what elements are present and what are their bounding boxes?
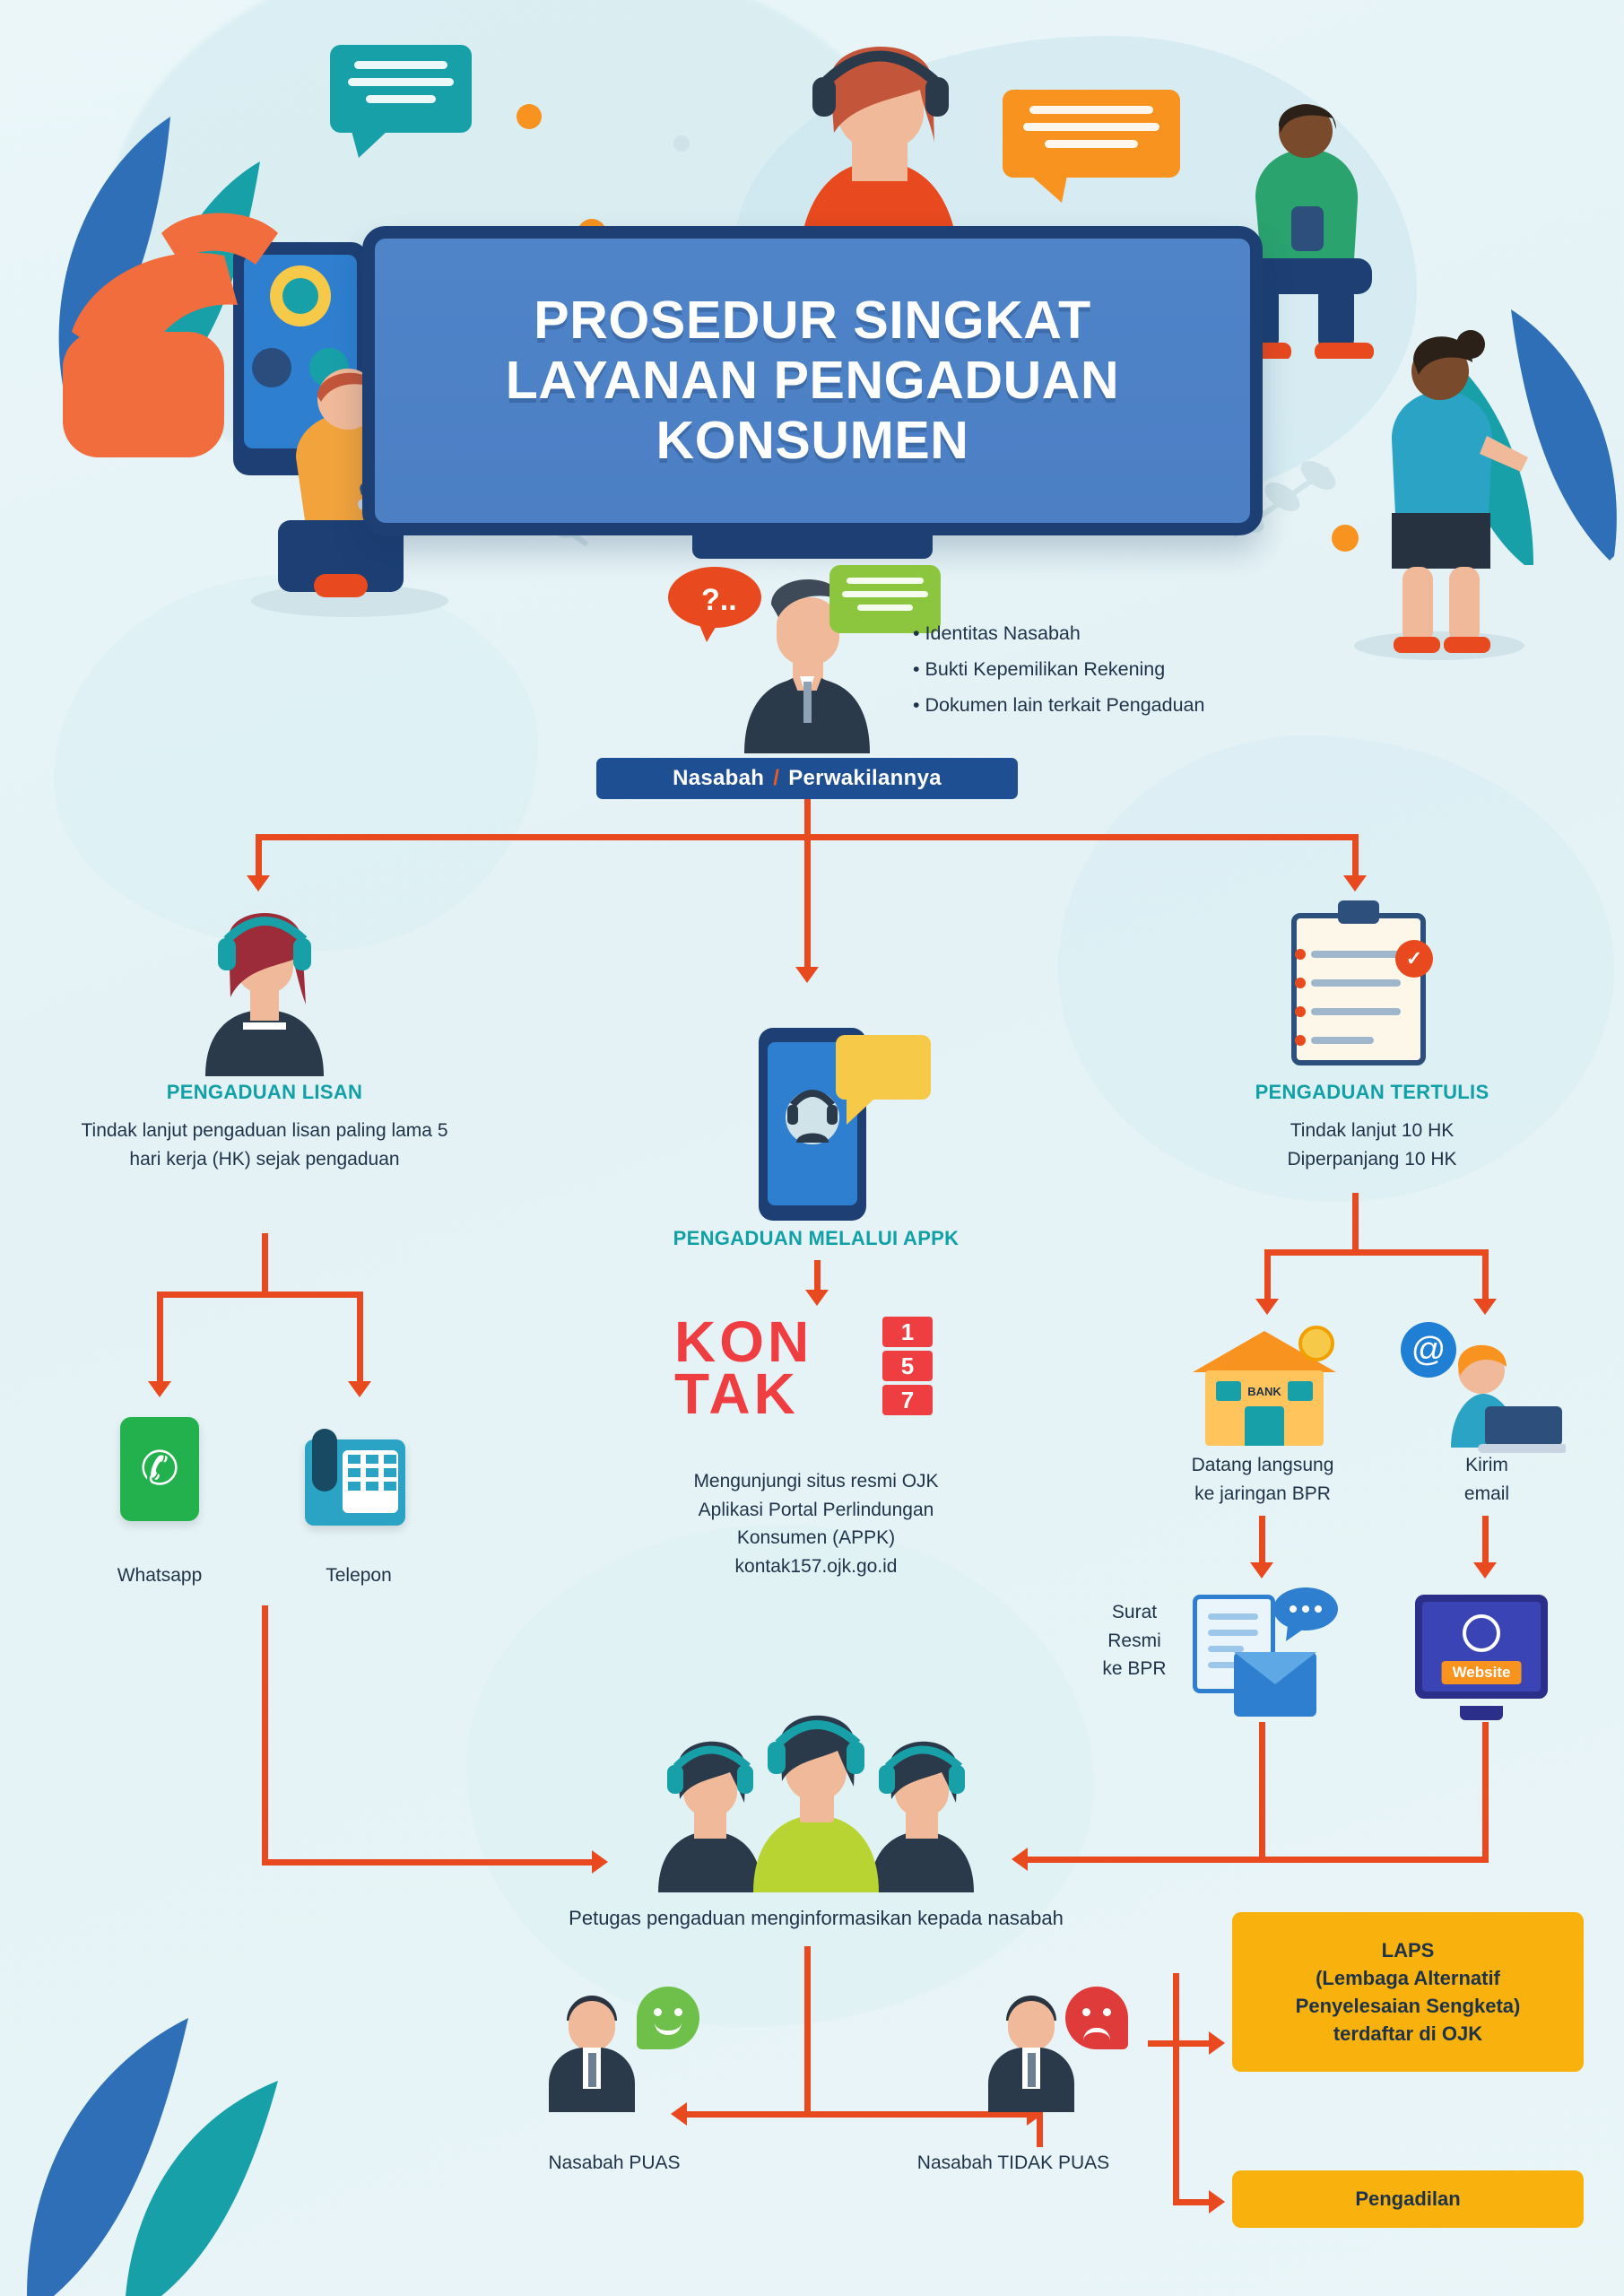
written-complaint-icon bbox=[1291, 913, 1426, 1065]
kontak157-logo bbox=[674, 1309, 979, 1426]
leaf-decoration bbox=[18, 2000, 287, 2296]
telephone-icon bbox=[305, 1439, 405, 1526]
chat-bubble-tail-icon bbox=[352, 131, 387, 158]
kontak-logo-word-1: KON bbox=[674, 1309, 813, 1374]
tertulis-option-2-label bbox=[1397, 1451, 1576, 1508]
person-with-laptop-icon bbox=[1431, 1340, 1566, 1457]
connector bbox=[1259, 1722, 1265, 1861]
monitor-stand-small bbox=[1460, 1706, 1503, 1720]
branch-tertulis-heading: PENGADUAN TERTULIS bbox=[1255, 1081, 1489, 1103]
pengadilan-label: Pengadilan bbox=[1355, 2187, 1461, 2211]
connector bbox=[1482, 1722, 1489, 1861]
option-label-line: email bbox=[1463, 1483, 1510, 1504]
complaint-officers-illustration bbox=[628, 1704, 1004, 1892]
actor-right-label: Perwakilannya bbox=[788, 766, 942, 790]
arrow-head bbox=[795, 967, 819, 983]
call-center-agent-icon bbox=[184, 897, 345, 1076]
arrow-head bbox=[1255, 1299, 1279, 1315]
arrow-head bbox=[348, 1381, 371, 1397]
connector bbox=[256, 834, 262, 877]
branch-tertulis-body bbox=[1184, 1117, 1560, 1173]
connector bbox=[262, 1859, 595, 1866]
option-label-line: Datang langsung bbox=[1191, 1455, 1334, 1475]
connector bbox=[1264, 1249, 1489, 1256]
outcome-puas-label: Nasabah PUAS bbox=[548, 2152, 681, 2173]
chat-dots-icon bbox=[1272, 1586, 1340, 1641]
arrow-head bbox=[1209, 2031, 1225, 2055]
arrow-head bbox=[671, 2102, 687, 2126]
outcome-tidak-puas-label: Nasabah TIDAK PUAS bbox=[916, 2152, 1110, 2173]
sub-option-label-line: ke BPR bbox=[1102, 1658, 1167, 1679]
chat-bubble-tail-icon bbox=[1031, 176, 1067, 203]
connector bbox=[262, 1605, 268, 1866]
arrow-head bbox=[1343, 875, 1367, 891]
happy-face-icon bbox=[637, 1987, 699, 2049]
actor-left-label: Nasabah bbox=[673, 766, 765, 790]
monitor-stand bbox=[692, 535, 933, 559]
laps-line: (Lembaga Alternatif bbox=[1316, 1966, 1500, 1989]
mobile-app-illustration bbox=[750, 1019, 875, 1230]
arrow-head bbox=[1250, 1562, 1273, 1578]
connector bbox=[1352, 834, 1359, 877]
connector bbox=[804, 799, 811, 837]
coin-icon bbox=[1298, 1326, 1334, 1361]
actor-separator: / bbox=[773, 766, 780, 790]
page-title-line-3: KONSUMEN bbox=[656, 411, 969, 471]
background-blob bbox=[54, 574, 538, 951]
page-title-card bbox=[362, 226, 1263, 535]
standing-person-illustration bbox=[1336, 323, 1542, 664]
page-title-line-2: LAYANAN PENGADUAN bbox=[505, 350, 1120, 410]
branch-lisan-heading: PENGADUAN LISAN bbox=[166, 1081, 363, 1103]
connector bbox=[1352, 1193, 1359, 1254]
bank-icon: BANK bbox=[1193, 1331, 1336, 1446]
connector bbox=[682, 2111, 1040, 2118]
laps-line: terdaftar di OJK bbox=[1333, 2022, 1483, 2046]
chat-bubble-icon bbox=[1003, 90, 1180, 178]
connector bbox=[814, 1260, 821, 1292]
branch-appk-body-line: Mengunjungi situs resmi OJK bbox=[693, 1471, 939, 1492]
requirement-list bbox=[913, 616, 1334, 724]
arrow-head bbox=[1473, 1562, 1497, 1578]
email-at-icon: @ bbox=[1401, 1322, 1456, 1378]
kontak-logo-word-2: TAK bbox=[674, 1361, 799, 1426]
requirement-item: • Bukti Kepemilikan Rekening bbox=[913, 652, 1334, 688]
kontak-digit: 5 bbox=[882, 1351, 933, 1381]
branch-appk-body-line: Konsumen (APPK) bbox=[736, 1527, 896, 1548]
requirement-item: • Identitas Nasabah bbox=[913, 616, 1334, 652]
branch-appk-body-line: Aplikasi Portal Perlindungan bbox=[698, 1499, 934, 1520]
website-monitor-icon bbox=[1415, 1595, 1548, 1699]
website-label: Website bbox=[1442, 1661, 1522, 1684]
branch-appk-body-line: kontak157.ojk.go.id bbox=[734, 1555, 898, 1577]
branch-tertulis-body-line: Tindak lanjut 10 HK bbox=[1290, 1120, 1455, 1141]
escalation-laps-box bbox=[1232, 1912, 1584, 2072]
sub-option-label-line: Surat bbox=[1111, 1602, 1158, 1622]
branch-lisan-body: Tindak lanjut pengaduan lisan paling lama 5 hari kerja (HK) sejak pengaduan bbox=[81, 1120, 448, 1170]
question-bubble-icon bbox=[665, 565, 764, 642]
laps-line: LAPS bbox=[1381, 1938, 1435, 1961]
tertulis-sub-option-1-label bbox=[1076, 1598, 1193, 1683]
escalation-pengadilan-box bbox=[1232, 2170, 1584, 2228]
arrow-head bbox=[1012, 1848, 1028, 1871]
arrow-head bbox=[592, 1850, 608, 1874]
actor-badge bbox=[596, 758, 1018, 799]
whatsapp-icon: ✆ bbox=[120, 1417, 199, 1521]
chat-bubble-icon bbox=[330, 45, 472, 133]
telepon-label: Telepon bbox=[326, 1565, 392, 1586]
connector bbox=[357, 1292, 363, 1383]
letter-icon bbox=[1234, 1652, 1316, 1717]
kontak-digit: 7 bbox=[882, 1385, 933, 1415]
option-label-line: ke jaringan BPR bbox=[1194, 1483, 1331, 1504]
laps-line: Penyelesaian Sengketa) bbox=[1295, 1995, 1521, 2017]
kontak-digit: 1 bbox=[882, 1317, 933, 1347]
connector bbox=[1482, 1249, 1489, 1301]
check-badge-icon: ✓ bbox=[1395, 940, 1433, 978]
sad-face-icon bbox=[1065, 1987, 1128, 2049]
branch-appk-body bbox=[592, 1467, 1040, 1580]
clipboard-clip-icon bbox=[1338, 900, 1379, 924]
satisfied-customer-icon bbox=[538, 1996, 646, 2112]
kontak-logo-digits bbox=[882, 1317, 940, 1419]
arrow-head bbox=[148, 1381, 171, 1397]
branch-appk-heading: PENGADUAN MELALUI APPK bbox=[673, 1227, 960, 1249]
tertulis-option-1-label bbox=[1137, 1451, 1388, 1508]
connector bbox=[804, 834, 811, 969]
arrow-head bbox=[1473, 1299, 1497, 1315]
connector bbox=[804, 1946, 811, 2117]
sub-option-label-line: Resmi bbox=[1107, 1630, 1161, 1651]
branch-tertulis-body-line: Diperpanjang 10 HK bbox=[1287, 1148, 1457, 1170]
connector bbox=[157, 1292, 363, 1298]
option-label-line: Kirim bbox=[1465, 1455, 1508, 1475]
arrow-head bbox=[247, 875, 270, 891]
svg-text:?..: ?.. bbox=[701, 583, 737, 617]
requirement-item: • Dokumen lain terkait Pengaduan bbox=[913, 688, 1334, 724]
whatsapp-label: Whatsapp bbox=[117, 1565, 203, 1586]
connector bbox=[157, 1292, 163, 1383]
connector bbox=[262, 1233, 268, 1296]
followup-text: Petugas pengaduan menginformasikan kepada nasabah bbox=[569, 1907, 1064, 1929]
connector bbox=[1482, 1516, 1489, 1566]
page-title-line-1: PROSEDUR SINGKAT bbox=[534, 290, 1091, 350]
connector bbox=[1173, 1973, 1179, 2205]
connector bbox=[1259, 1516, 1265, 1566]
arrow-head bbox=[805, 1290, 829, 1306]
connector bbox=[1022, 1857, 1489, 1863]
arrow-head bbox=[1209, 2190, 1225, 2213]
connector bbox=[1264, 1249, 1271, 1301]
